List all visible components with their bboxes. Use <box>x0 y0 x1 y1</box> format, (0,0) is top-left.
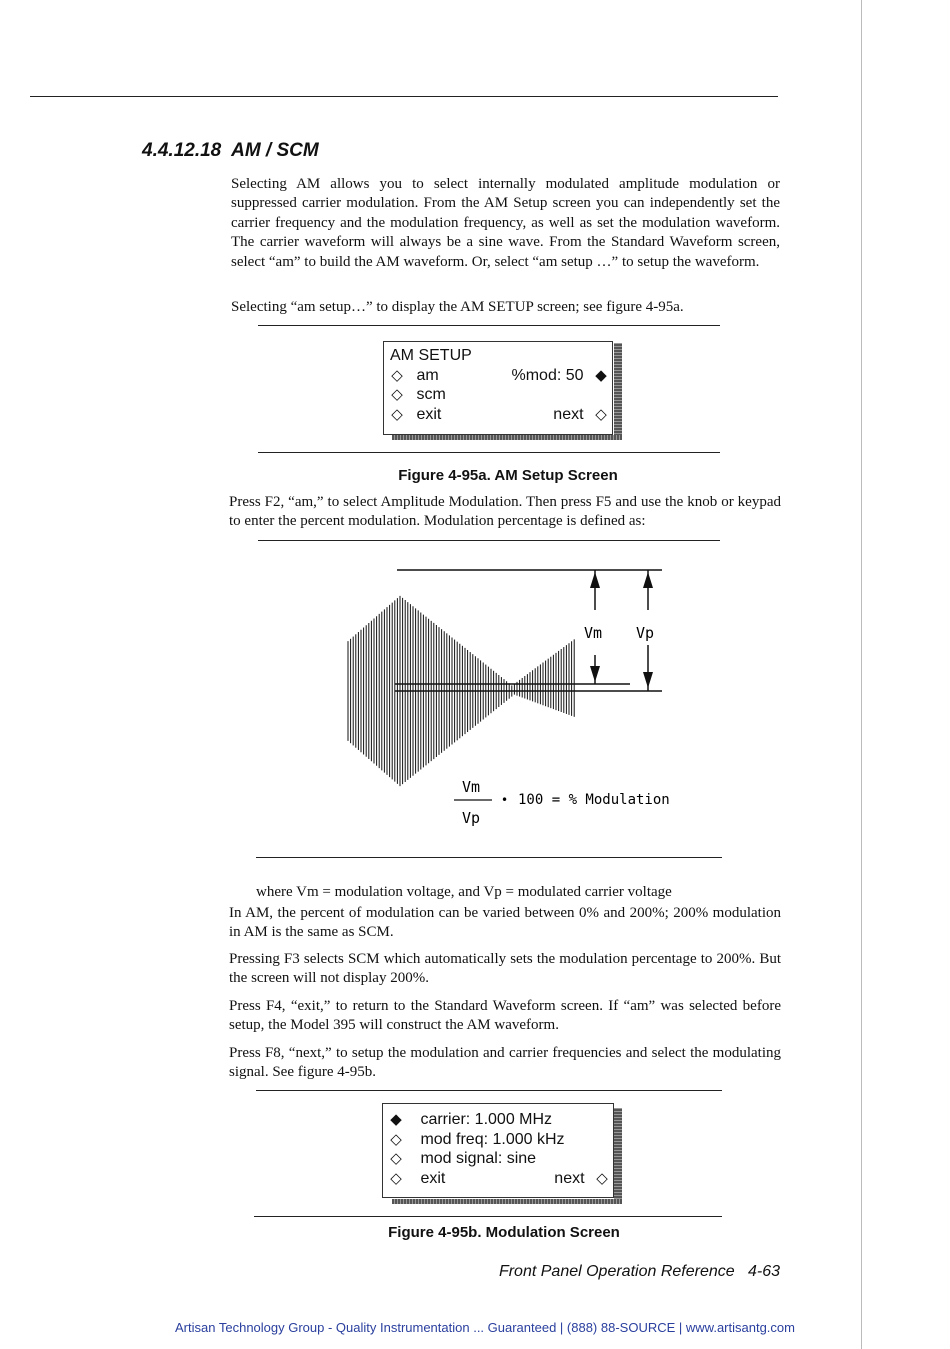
section-number: 4.4.12.18 <box>142 140 222 161</box>
figure-c-bottom-rule <box>254 1216 722 1217</box>
intro-paragraph: Selecting AM allows you to select internally modulated amplitude modulation or suppressed carrier modulation. From the AM Setup screen you can independently set the carrier frequency and the modulation frequency, as well as set the modulation waveform. The carrier waveform will always be a sine wave. From the Standard Waveform screen, select “am” to build the AM waveform. Or, select “am setup …” to setup the waveform. <box>231 176 780 270</box>
exit-option[interactable] <box>390 405 612 425</box>
figure-a-bottom-rule <box>258 452 720 453</box>
next-label: next <box>554 1169 585 1187</box>
page-reference: Front Panel Operation Reference 4-63 <box>498 1263 780 1280</box>
diamond-outline-icon: ◇ <box>595 405 607 423</box>
figure-a-caption: Figure 4-95a. AM Setup Screen <box>398 467 618 484</box>
in-am-paragraph: In AM, the percent of modulation can be varied between 0% and 200%; 200% modulation in AM is the same as SCM. <box>229 905 781 941</box>
mod-freq-option[interactable] <box>389 1130 613 1150</box>
screen-title: AM SETUP <box>390 347 472 364</box>
formula-vp: Vp <box>462 809 481 827</box>
figure-b-caption: Figure 4-95b. Modulation Screen <box>388 1224 620 1241</box>
footer-link[interactable]: Artisan Technology Group - Quality Instrumentation ... Guaranteed | (888) 88-SOURCE | www.artisantg.com <box>175 1320 795 1335</box>
am-waveform-figure <box>340 560 670 860</box>
next-label: next <box>553 405 584 423</box>
modulation-screen <box>382 1103 614 1198</box>
diamond-outline-icon: ◇ <box>390 1150 402 1167</box>
exit-label: exit <box>420 1169 446 1187</box>
scm-label: scm <box>416 386 446 403</box>
diamond-outline-icon: ◇ <box>391 405 403 423</box>
next-option[interactable] <box>554 1169 609 1189</box>
mod-signal-label: mod signal: sine <box>420 1150 537 1167</box>
exit-label: exit <box>416 405 442 423</box>
mod-value[interactable] <box>512 366 609 386</box>
where-paragraph: where Vm = modulation voltage, and Vp = modulated carrier voltage <box>256 884 672 900</box>
vm-label: Vm <box>584 624 603 642</box>
scan-edge <box>861 0 862 1349</box>
figure-c-top-rule <box>256 1090 722 1091</box>
formula-vm: Vm <box>462 778 481 796</box>
carrier-label: carrier: 1.000 MHz <box>420 1111 553 1128</box>
carrier-option[interactable] <box>389 1110 613 1130</box>
press-f2-paragraph: Press F2, “am,” to select Amplitude Modulation. Then press F5 and use the knob or keypad to enter the percent modulation. Modulation percentage is defined as: <box>229 494 781 530</box>
press-f8-paragraph: Press F8, “next,” to setup the modulation and carrier frequencies and select the modulating signal. See figure 4-95b. <box>229 1045 781 1081</box>
mod-signal-option[interactable] <box>389 1149 613 1169</box>
exit-option[interactable] <box>389 1169 613 1189</box>
diamond-outline-icon: ◇ <box>390 1169 402 1187</box>
screen-b-shadow-bottom <box>392 1199 622 1204</box>
diamond-filled-icon: ◆ <box>390 1111 402 1128</box>
mod-label: %mod: 50 <box>511 366 584 384</box>
mod-freq-label: mod freq: 1.000 kHz <box>420 1130 565 1148</box>
figure-a-top-rule <box>258 325 720 326</box>
formula-dot: • <box>501 793 509 807</box>
am-setup-screen <box>383 341 613 435</box>
formula-rhs: 100 = % Modulation <box>518 792 670 808</box>
screen-a-shadow-bottom <box>392 435 622 440</box>
diamond-outline-icon: ◇ <box>390 1130 402 1148</box>
diamond-outline-icon: ◇ <box>596 1169 608 1187</box>
screen-b-shadow <box>614 1108 622 1204</box>
figure-b-top-rule <box>258 540 720 541</box>
selecting-paragraph: Selecting “am setup…” to display the AM SETUP screen; see figure 4-95a. <box>231 299 684 315</box>
figure-b-bottom-rule <box>256 857 722 858</box>
top-rule <box>30 96 778 97</box>
diamond-outline-icon: ◇ <box>391 386 403 403</box>
diamond-filled-icon: ◆ <box>595 366 607 384</box>
section-title: AM / SCM <box>231 140 319 161</box>
diamond-outline-icon: ◇ <box>391 366 403 384</box>
section-heading <box>142 140 319 162</box>
screen-a-shadow <box>614 343 622 439</box>
pressing-f3-paragraph: Pressing F3 selects SCM which automatically sets the modulation percentage to 200%. But the screen will not display 200%. <box>229 951 781 987</box>
am-option[interactable] <box>390 366 612 386</box>
scm-option[interactable] <box>390 385 612 405</box>
next-option[interactable] <box>553 405 608 425</box>
am-label: am <box>416 366 439 384</box>
press-f4-paragraph: Press F4, “exit,” to return to the Standard Waveform screen. If “am” was selected before setup, the Model 395 will construct the AM waveform. <box>229 998 781 1034</box>
vp-label: Vp <box>636 624 655 642</box>
